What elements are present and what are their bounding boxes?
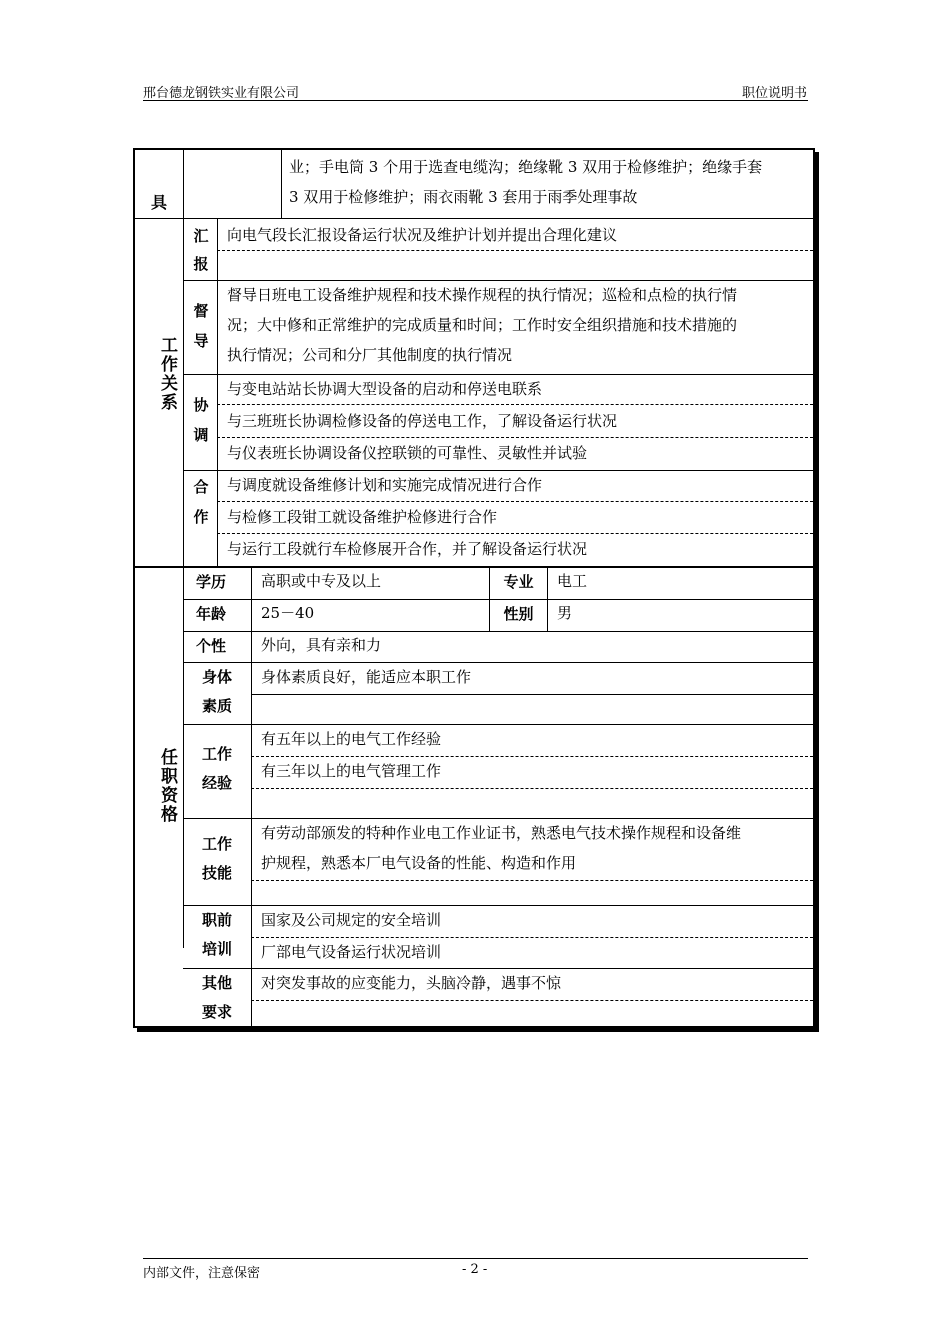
education-label: 学历 [195,573,226,591]
coordinate-label: 协调 [193,396,209,444]
experience-line-2: 有三年以上的电气管理工作 [261,762,442,780]
age-label: 年龄 [195,605,226,623]
qualifications-label: 任职资格 [157,748,177,824]
major-value: 电工 [557,572,588,590]
company-name: 邢台德龙钢铁实业有限公司 [143,86,300,101]
skills-line-1: 有劳动部颁发的特种作业电工作业证书，熟悉电气技术操作规程和设备维 [261,824,742,842]
divider [547,568,548,632]
dashed-rule [251,1000,813,1001]
dashed-rule [251,880,813,881]
divider [251,568,252,1028]
divider [183,150,184,218]
coordinate-line-2: 与三班班长协调检修设备的停送电工作，了解设备运行状况 [227,412,618,430]
skills-line-2: 护规程，熟悉本厂电气设备的性能、构造和作用 [261,854,577,872]
physical-label: 身体素质 [201,668,232,715]
footer-rule [143,1258,808,1259]
dashed-rule [251,788,813,789]
cooperate-line-2: 与检修工段钳工就设备维护检修进行合作 [227,508,498,526]
confidential-note: 内部文件，注意保密 [143,1266,261,1281]
dashed-rule [217,404,813,405]
experience-label: 工作经验 [201,745,232,792]
skills-label: 工作技能 [201,835,232,882]
gender-label: 性别 [503,605,534,623]
report-line-1: 向电气段长汇报设备运行状况及维护计划并提出合理化建议 [227,226,618,244]
experience-line-1: 有五年以上的电气工作经验 [261,730,442,748]
supervise-line-3: 执行情况；公司和分厂其他制度的执行情况 [227,346,513,364]
divider [281,150,282,218]
major-label: 专业 [503,573,534,591]
age-value: 25－40 [261,604,315,622]
training-label: 职前培训 [201,911,232,958]
report-label: 汇报 [193,227,209,273]
row-separator [251,694,813,695]
job-description-table [133,148,815,1028]
cooperate-label: 合作 [193,478,209,526]
education-value: 高职或中专及以上 [261,572,382,590]
tools-label: 具 [150,193,167,212]
gender-value: 男 [557,604,573,622]
document-title: 职位说明书 [741,86,807,101]
tools-line-2: 3 双用于检修维护；雨衣雨靴 3 套用于雨季处理事故 [289,188,638,206]
physical-value: 身体素质良好，能适应本职工作 [261,668,472,686]
cooperate-line-1: 与调度就设备维修计划和实施完成情况进行合作 [227,476,543,494]
other-requirements-label: 其他要求 [201,974,232,1021]
coordinate-line-3: 与仪表班长协调设备仪控联锁的可靠性、灵敏性并试验 [227,444,588,462]
supervise-line-2: 况；大中修和正常维护的完成质量和时间；工作时安全组织措施和技术措施的 [227,316,738,334]
dashed-rule [217,250,813,251]
training-line-1: 国家及公司规定的安全培训 [261,911,442,929]
header-rule [143,100,808,101]
coordinate-line-1: 与变电站站长协调大型设备的启动和停送电联系 [227,380,543,398]
work-relations-label: 工作关系 [157,336,177,412]
training-line-2: 厂部电气设备运行状况培训 [261,943,442,961]
cooperate-line-3: 与运行工段就行车检修展开合作，并了解设备运行状况 [227,540,588,558]
other-requirements-line-1: 对突发事故的应变能力，头脑冷静，遇事不惊 [261,974,562,992]
tools-line-1: 业；手电筒 3 个用于选查电缆沟；绝缘靴 3 双用于检修维护；绝缘手套 [289,158,763,176]
personality-label: 个性 [195,637,226,655]
row-separator [135,218,813,219]
personality-value: 外向，具有亲和力 [261,636,382,654]
supervise-label: 督导 [193,302,209,350]
page-number: - 2 - [462,1262,488,1277]
supervise-line-1: 督导日班电工设备维护规程和技术操作规程的执行情况；巡检和点检的执行情 [227,286,738,304]
